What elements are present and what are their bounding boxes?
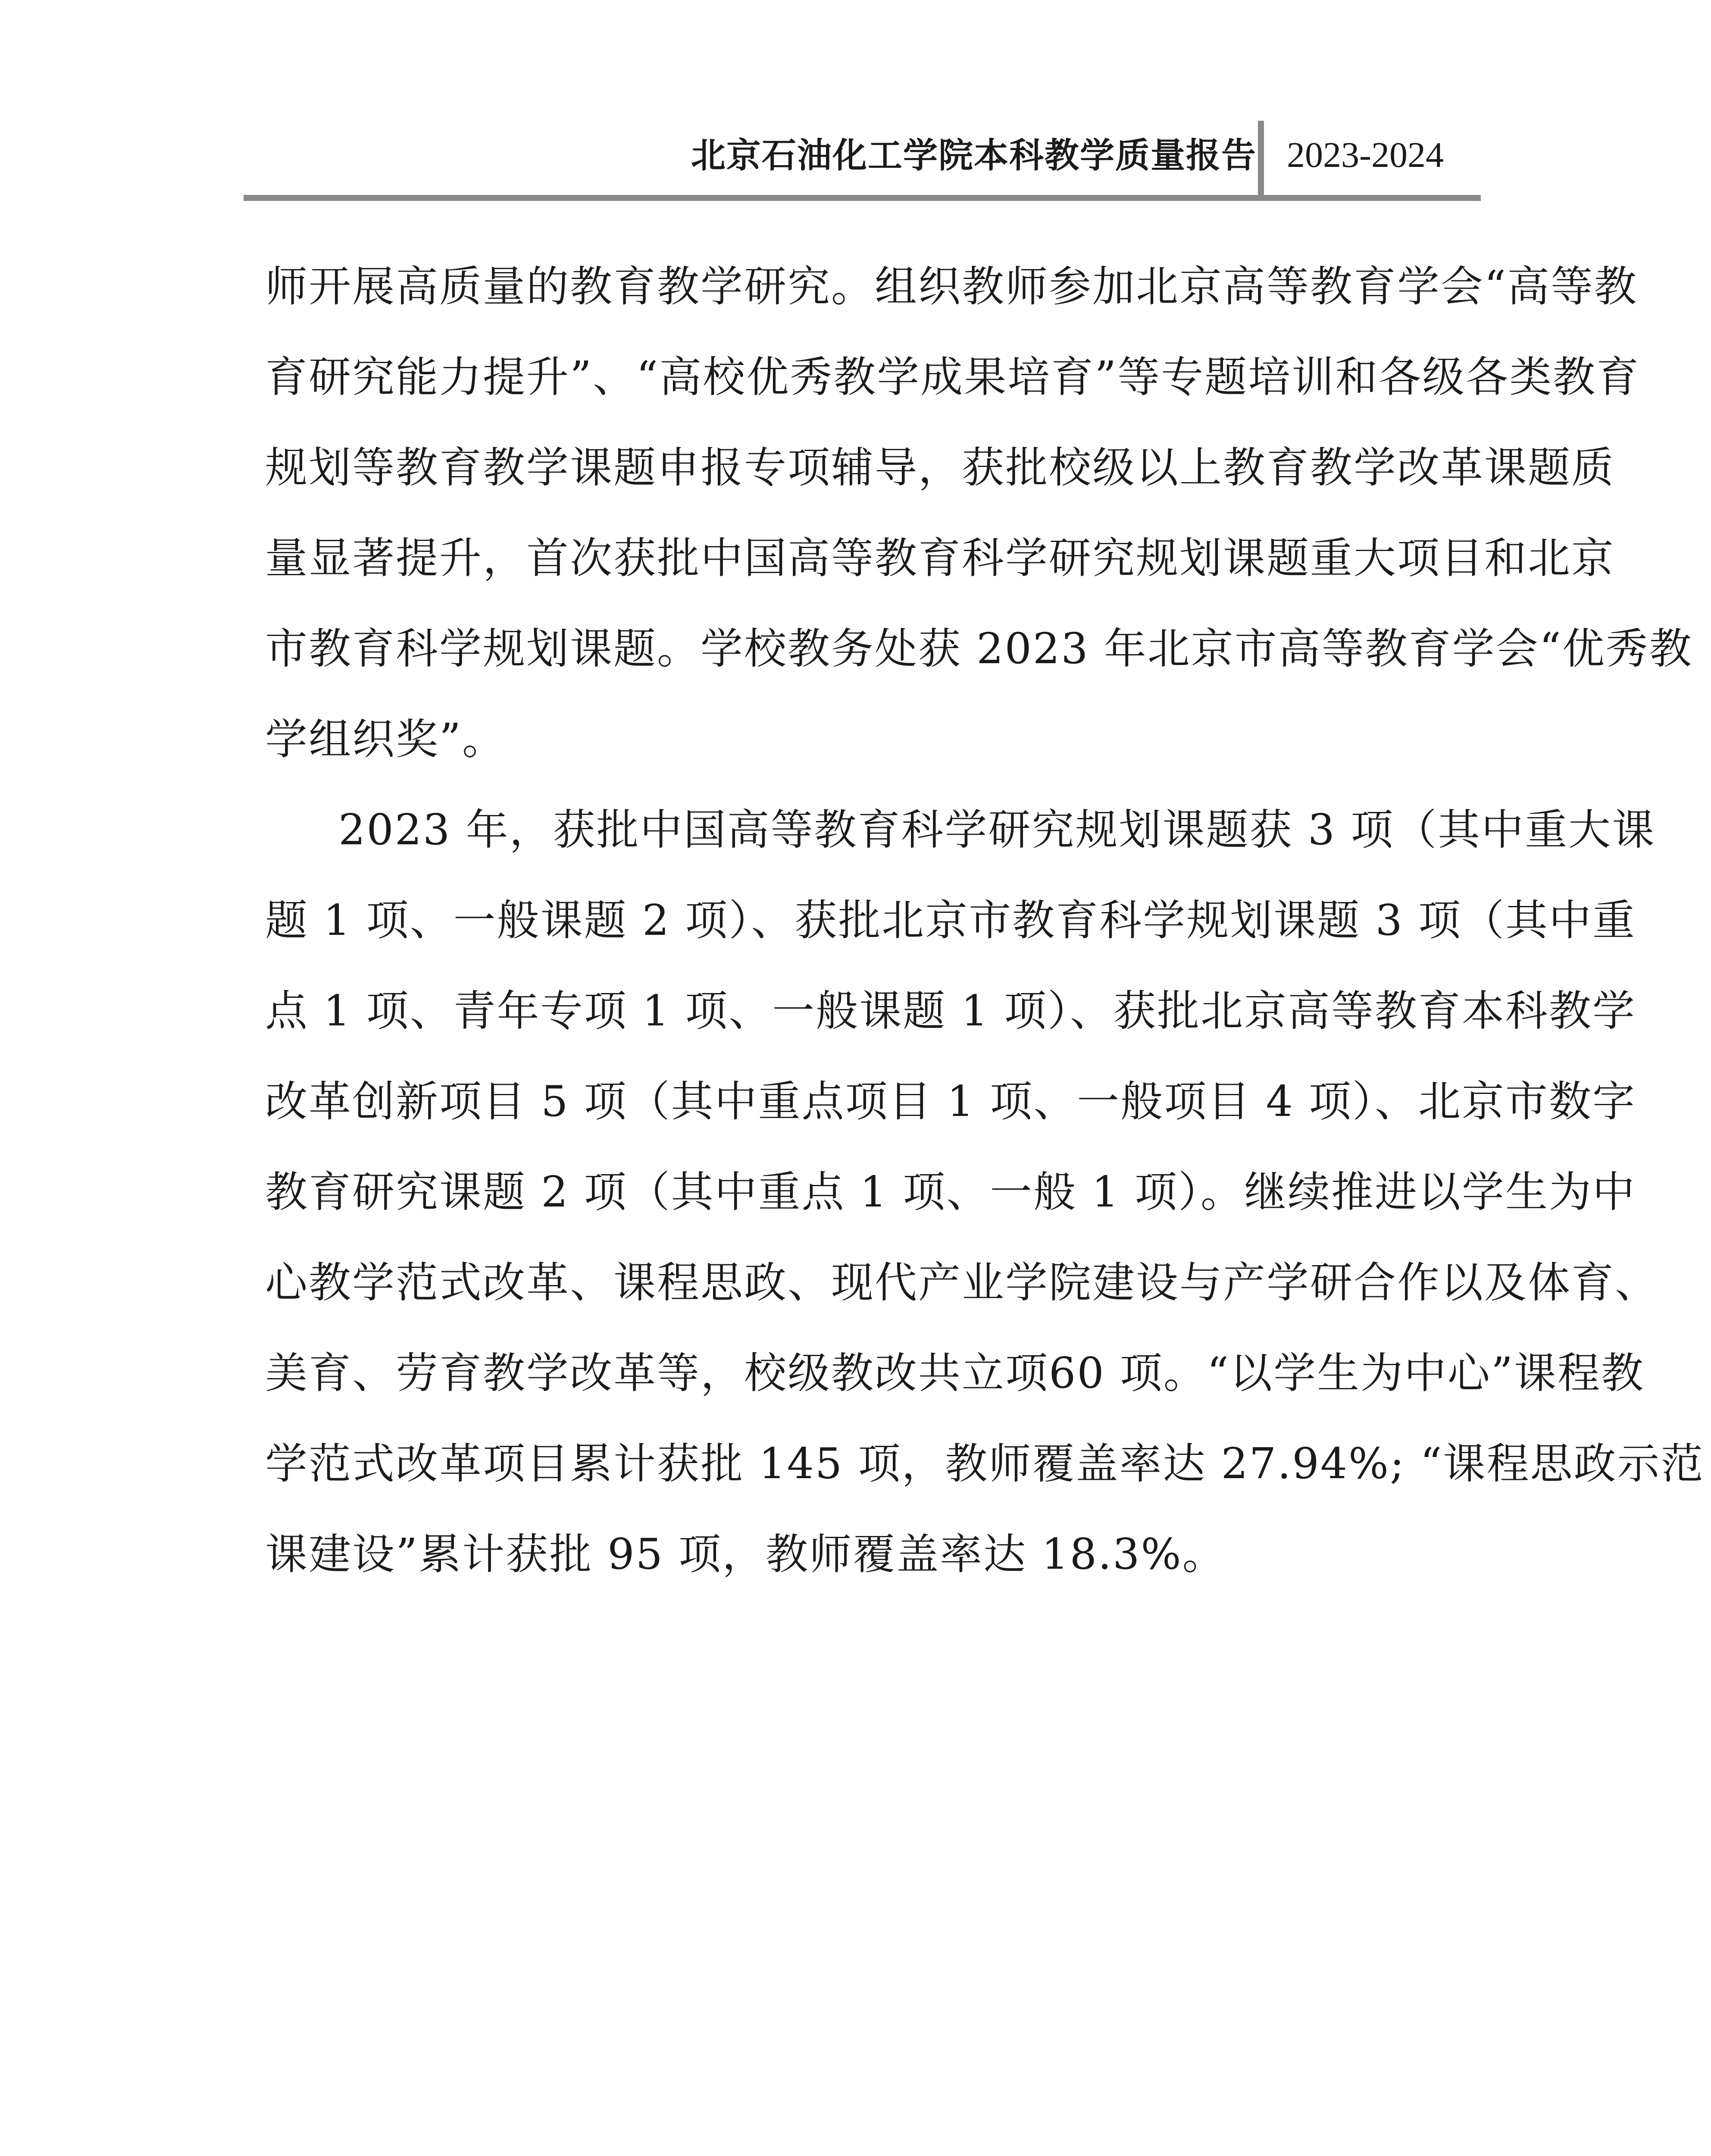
- text-line: 学范式改革项目累计获批 145 项，教师覆盖率达 27.94%; “课程思政示范: [265, 1439, 1705, 1489]
- header-rule: [244, 195, 1481, 201]
- text-line: 2023 年，获批中国高等教育科学研究规划课题获 3 项（其中重大课: [338, 805, 1656, 855]
- header-divider: [1258, 121, 1264, 198]
- page-header: [244, 114, 1481, 201]
- body-text: [265, 241, 1705, 1600]
- text-line: 市教育科学规划课题。学校教务处获 2023 年北京市高等教育学会“优秀教: [265, 624, 1693, 674]
- text-line: 规划等教育教学课题申报专项辅导，获批校级以上教育教学改革课题质: [265, 443, 1615, 492]
- text-line: 心教学范式改革、课程思政、现代产业学院建设与产学研合作以及体育、: [265, 1258, 1659, 1307]
- text-line: 教育研究课题 2 项（其中重点 1 项、一般 1 项）。继续推进以学生为中: [265, 1168, 1636, 1217]
- text-line: 题 1 项、一般课题 2 项）、获批北京市教育科学规划课题 3 项（其中重: [265, 896, 1636, 945]
- text-line: 育研究能力提升”、“高校优秀教学成果培育”等专题培训和各级各类教育: [265, 353, 1640, 402]
- text-line: 量显著提升，首次获批中国高等教育科学研究规划课题重大项目和北京: [265, 534, 1615, 583]
- text-line: 点 1 项、青年专项 1 项、一般课题 1 项）、获批北京高等教育本科教学: [265, 987, 1636, 1036]
- report-year: 2023-2024: [1287, 135, 1444, 175]
- report-title: 北京石油化工学院本科教学质量报告: [691, 135, 1257, 175]
- text-line: 学组织奖”。: [265, 715, 506, 764]
- text-line: 改革创新项目 5 项（其中重点项目 1 项、一般项目 4 项）、北京市数字: [265, 1077, 1636, 1126]
- text-line: 美育、劳育教学改革等，校级教改共立项60 项。“以学生为中心”课程教: [265, 1349, 1645, 1398]
- text-line: 师开展高质量的教育教学研究。组织教师参加北京高等教育学会“高等教: [265, 262, 1638, 311]
- text-line: 课建设”累计获批 95 项，教师覆盖率达 18.3%。: [265, 1530, 1226, 1579]
